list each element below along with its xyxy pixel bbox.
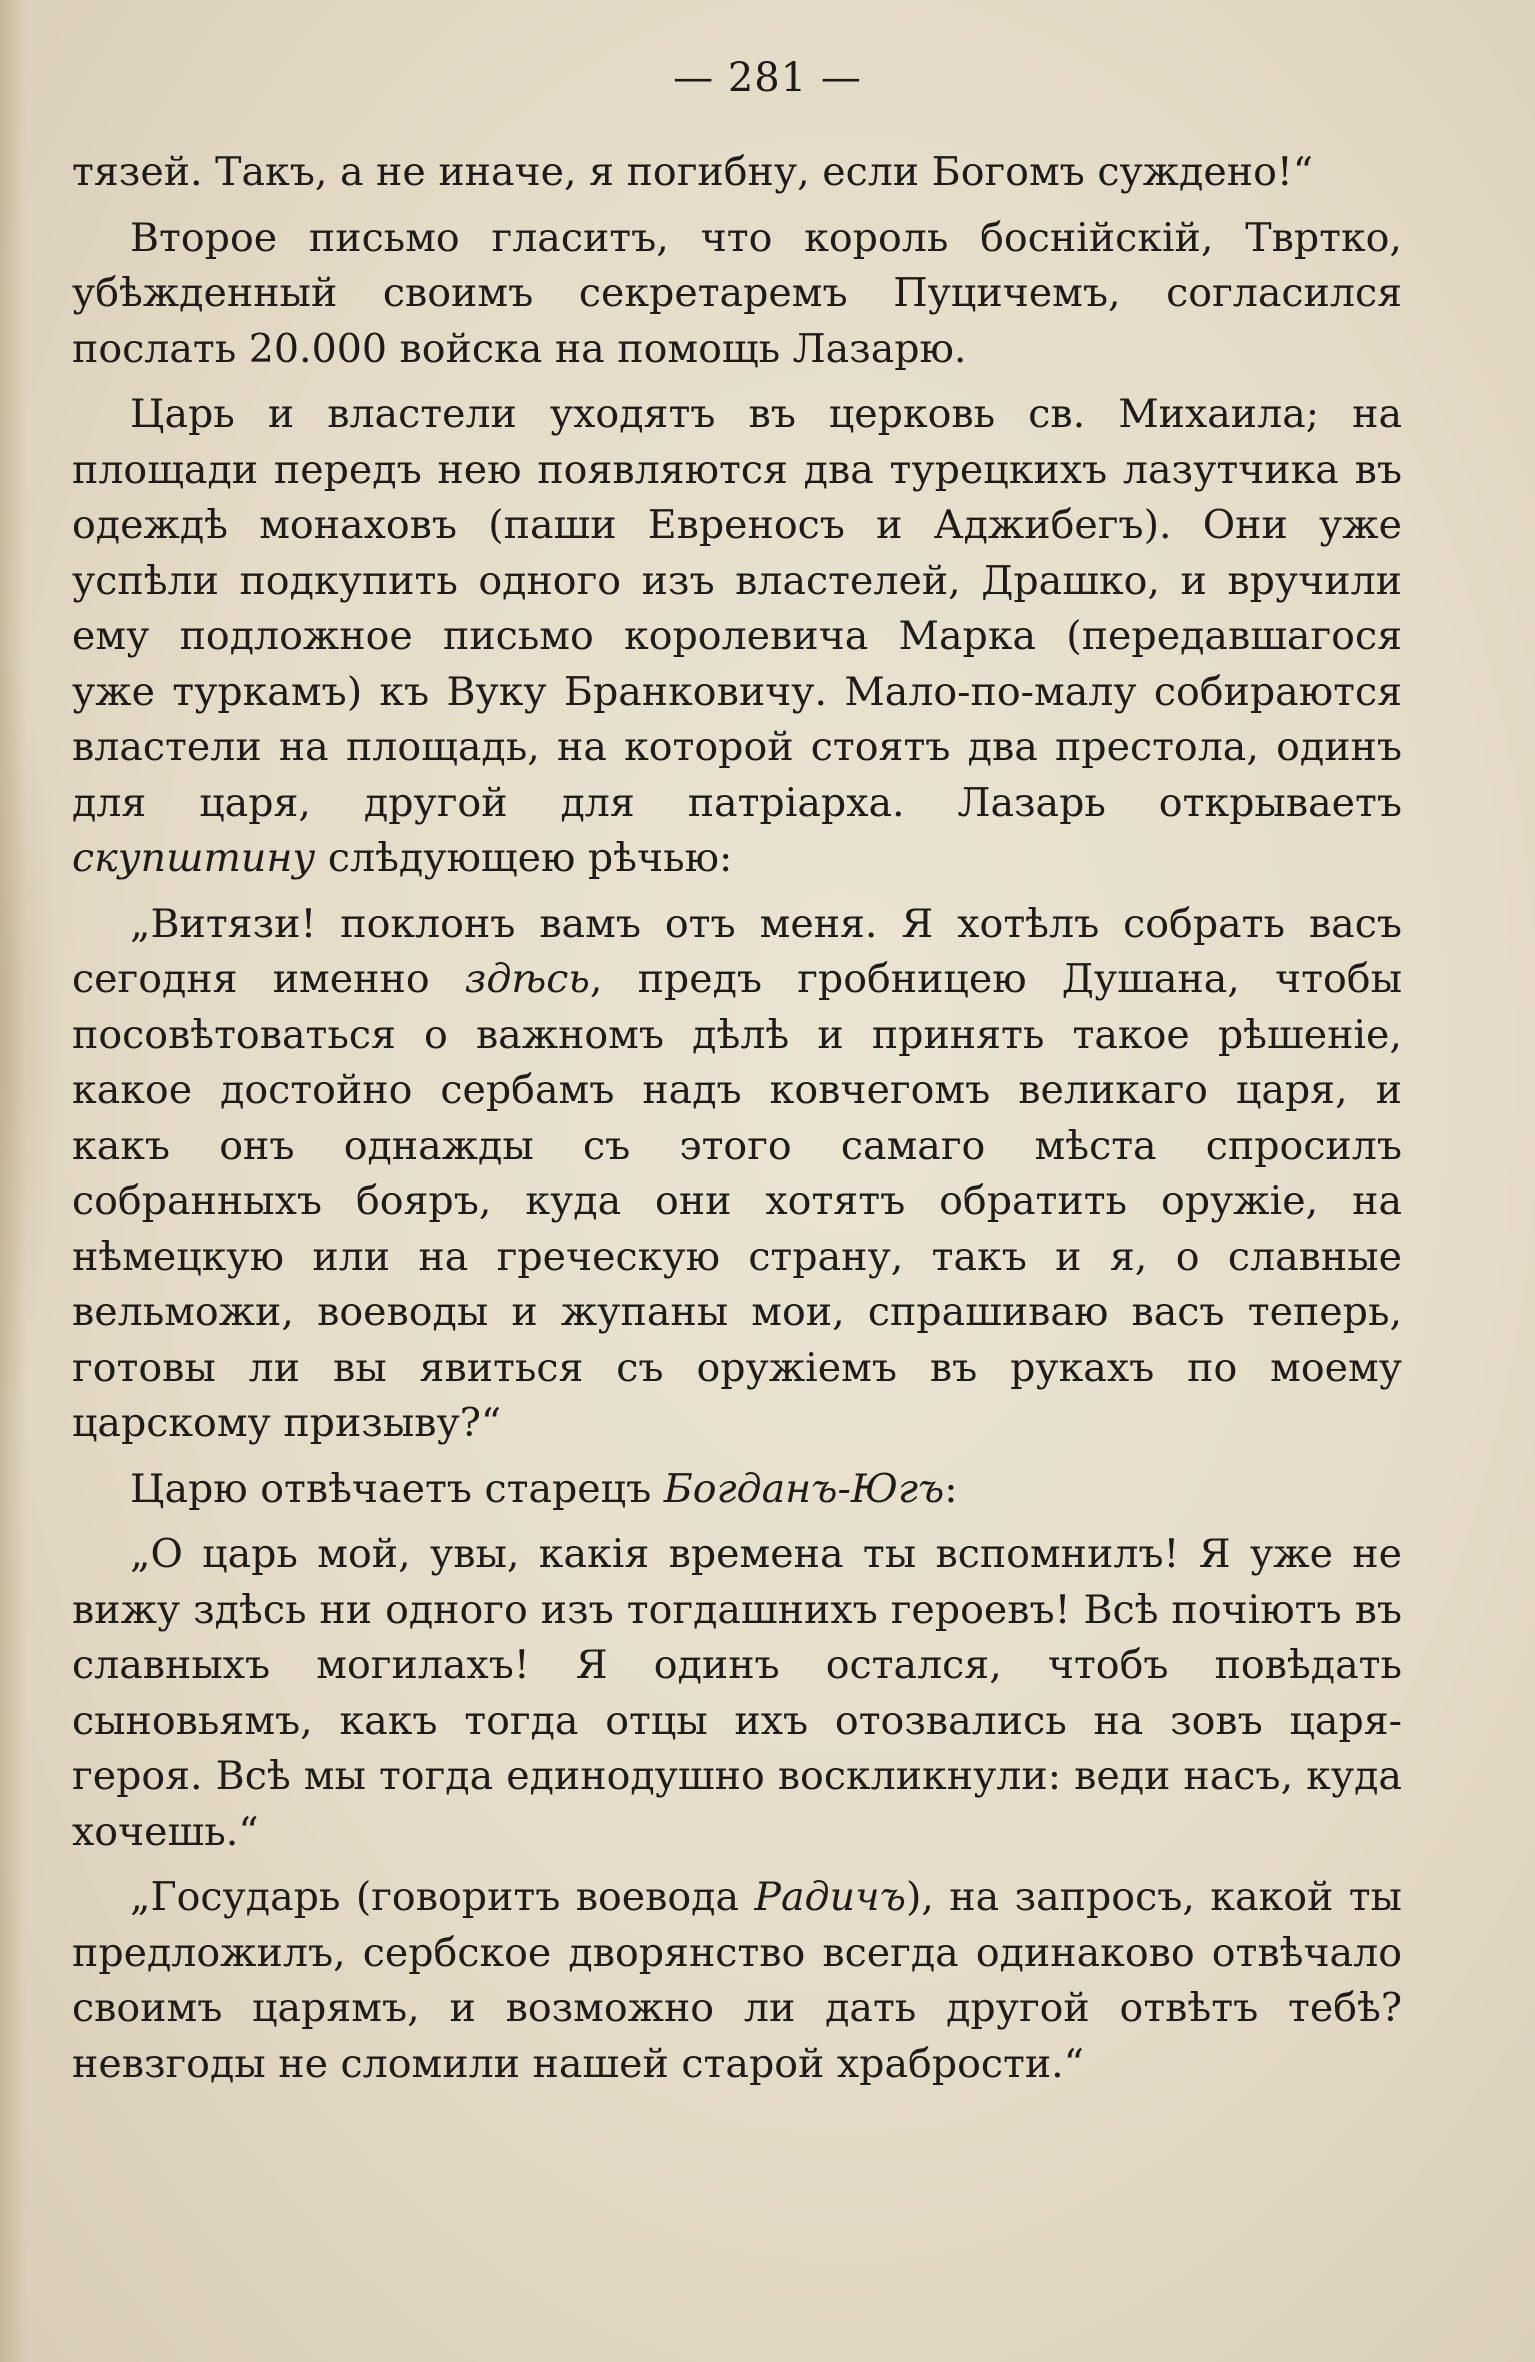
text-run: слѣдующею рѣчью: — [315, 835, 733, 881]
paragraph — [72, 1462, 1402, 1518]
text-run: Царю отвѣчаетъ старецъ — [130, 1465, 664, 1512]
paragraph — [72, 387, 1402, 887]
italic-name: Богданъ-Югъ — [663, 1465, 945, 1512]
text-run: , предъ гробницею Душана, чтобы посовѣтоваться о важномъ дѣлѣ и принять такое рѣшеніе, какое достойно сербамъ надъ ковчегомъ великаго царя, и какъ онъ однажды съ этого самаго мѣста спросилъ собранныхъ бояръ, куда они хотятъ обратить оружіе, на нѣмецкую или на греческую страну, такъ и я, о славные вельможи, воеводы и жупаны мои, спрашиваю васъ теперь, готовы ли вы явиться съ оружіемъ въ рукахъ по моему царскому призыву?“ — [72, 956, 1403, 1446]
paragraph — [72, 897, 1402, 1452]
text-run: : — [944, 1465, 958, 1512]
italic-name: Радичъ — [754, 1874, 906, 1920]
text-run: ), на запросъ, какой ты предложилъ, сербское дворянство всегда одинаково отвѣчало своимъ царямъ, и возможно ли дать другой отвѣтъ тебѣ? невзгоды не сломили нашей старой храбрости.“ — [72, 1874, 1402, 2087]
paper-stain — [0, 650, 60, 1410]
page-number: — 281 — — [673, 55, 862, 101]
paragraph: Второе письмо гласитъ, что король боснійскій, Твртко, убѣжденный своимъ секретаремъ Пуцичемъ, согласился послать 20.000 войска на помощь Лазарю. — [72, 214, 1402, 372]
body-text — [72, 145, 1402, 2102]
italic-term: здѣсь — [464, 956, 590, 1002]
text-run: „Витязи! поклонъ вамъ отъ меня. Я хотѣлъ собрать васъ сегодня именно — [72, 900, 1402, 1002]
paragraph: „О царь мой, увы, какія времена ты вспомнилъ! Я уже не вижу здѣсь ни одного изъ тогдашнихъ героевъ! Всѣ почіютъ въ славныхъ могилахъ! Я одинъ остался, чтобъ повѣдать сыновьямъ, какъ тогда отцы ихъ отозвались на зовъ царя-героя. Всѣ мы тогда единодушно воскликнули: веди насъ, куда хочешь.“ — [72, 1531, 1402, 1855]
text-run: Царь и властели уходятъ въ церковь св. Михаила; на площади передъ нею появляются два турецкихъ лазутчика въ одеждѣ монаховъ (паши Евреносъ и Аджибегъ). Они уже успѣли подкупить одного изъ властелей, Драшко, и вручили ему подложное письмо королевича Марка (передавшагося уже туркамъ) къ Вуку Бранковичу. Мало-по-малу собираются властели на площадь, на которой стоятъ два престола, одинъ для царя, другой для патріарха. Лазарь открываетъ — [72, 391, 1402, 826]
paragraph — [72, 1870, 1402, 2092]
italic-term: скупштину — [72, 835, 316, 881]
text-run: „Государь (говоритъ воевода — [130, 1874, 755, 1920]
paragraph: тязей. Такъ, а не иначе, я погибну, если Богомъ суждено!“ — [72, 149, 1313, 195]
